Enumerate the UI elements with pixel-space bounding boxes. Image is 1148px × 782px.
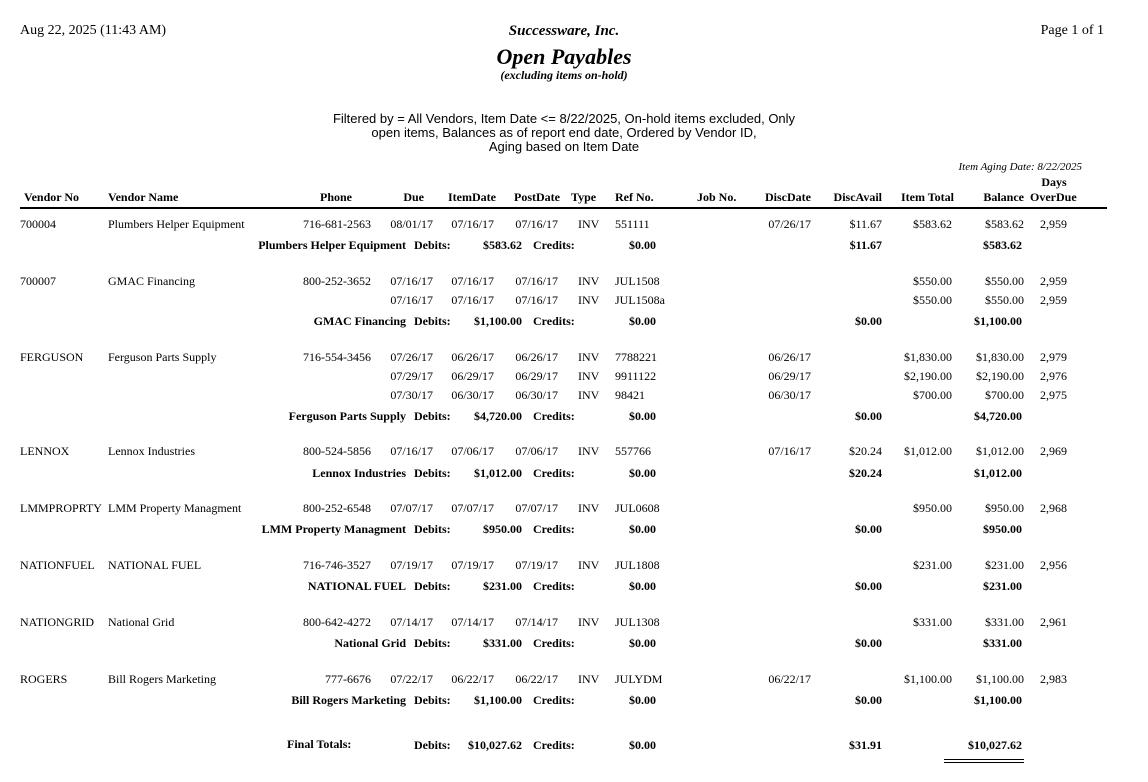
- disc-avail-cell: $11.67: [849, 217, 882, 231]
- due-cell: 07/22/17: [390, 672, 433, 686]
- final-credits-value: $0.00: [629, 738, 656, 752]
- double-underline-bottom: [944, 762, 1024, 763]
- subtotal-credits-value: $0.00: [629, 466, 656, 480]
- page-number: Page 1 of 1: [1040, 23, 1104, 38]
- disc-avail-cell: $20.24: [849, 444, 882, 458]
- subtotal-credits-value: $0.00: [629, 522, 656, 536]
- subtotal-disc-avail-value: $0.00: [855, 409, 882, 423]
- disc-date-cell: 07/26/17: [768, 217, 811, 231]
- col-disc-date: DiscDate: [765, 190, 811, 204]
- ref-no-cell: JUL0608: [615, 501, 660, 515]
- days-overdue-cell: 2,959: [1040, 217, 1067, 231]
- balance-cell: $950.00: [985, 501, 1024, 515]
- subtotal-disc-avail-value: $0.00: [855, 522, 882, 536]
- subtotal-balance-value: $1,012.00: [974, 466, 1022, 480]
- days-overdue-cell: 2,961: [1040, 615, 1067, 629]
- balance-cell: $700.00: [985, 388, 1024, 402]
- col-item-total: Item Total: [900, 190, 954, 204]
- subtotal-vendor-name: National Grid: [334, 636, 406, 650]
- col-days-bottom: OverDue: [1030, 190, 1077, 204]
- subtotal-debits-label: Debits:: [414, 409, 451, 423]
- col-balance: Balance: [983, 190, 1024, 204]
- days-overdue-cell: 2,976: [1040, 369, 1067, 383]
- disc-date-cell: 06/22/17: [768, 672, 811, 686]
- due-cell: 07/16/17: [390, 444, 433, 458]
- col-due: Due: [403, 190, 424, 204]
- balance-cell: $331.00: [985, 615, 1024, 629]
- post-date-cell: 06/30/17: [515, 388, 558, 402]
- days-overdue-cell: 2,959: [1040, 293, 1067, 307]
- type-cell: INV: [578, 350, 600, 364]
- item-date-cell: 06/29/17: [451, 369, 494, 383]
- vendor-name-cell: LMM Property Managment: [108, 501, 242, 515]
- balance-cell: $1,100.00: [976, 672, 1024, 686]
- item-date-cell: 07/07/17: [451, 501, 494, 515]
- vendor-name-cell: Bill Rogers Marketing: [108, 672, 216, 686]
- post-date-cell: 07/14/17: [515, 615, 558, 629]
- col-ref-no: Ref No.: [615, 190, 654, 204]
- subtotal-debits-value: $950.00: [483, 522, 522, 536]
- vendor-no-cell: LMMPROPRTY: [20, 501, 102, 515]
- post-date-cell: 07/07/17: [515, 501, 558, 515]
- ref-no-cell: 551111: [615, 217, 650, 231]
- phone-cell: 716-746-3527: [303, 558, 371, 572]
- item-date-cell: 06/22/17: [451, 672, 494, 686]
- phone-cell: 777-6676: [325, 672, 371, 686]
- subtotal-debits-label: Debits:: [414, 314, 451, 328]
- days-overdue-cell: 2,979: [1040, 350, 1067, 364]
- disc-date-cell: 06/30/17: [768, 388, 811, 402]
- days-overdue-cell: 2,983: [1040, 672, 1067, 686]
- subtotal-credits-value: $0.00: [629, 693, 656, 707]
- subtotal-credits-value: $0.00: [629, 409, 656, 423]
- subtotal-credits-value: $0.00: [629, 314, 656, 328]
- balance-cell: $550.00: [985, 293, 1024, 307]
- final-disc-avail-value: $31.91: [849, 738, 882, 752]
- item-total-cell: $550.00: [913, 274, 952, 288]
- vendor-no-cell: FERGUSON: [20, 350, 84, 364]
- post-date-cell: 06/29/17: [515, 369, 558, 383]
- vendor-name-cell: Lennox Industries: [108, 444, 195, 458]
- subtotal-credits-label: Credits:: [533, 579, 575, 593]
- subtotal-disc-avail-value: $0.00: [855, 636, 882, 650]
- item-total-cell: $1,012.00: [904, 444, 952, 458]
- subtotal-vendor-name: Plumbers Helper Equipment: [258, 238, 406, 252]
- filter-line-2: open items, Balances as of report end date, Ordered by Vendor ID,: [371, 125, 757, 140]
- subtotal-debits-label: Debits:: [414, 579, 451, 593]
- header-rule: [20, 207, 1107, 209]
- subtotal-credits-value: $0.00: [629, 238, 656, 252]
- subtotal-disc-avail-value: $0.00: [855, 693, 882, 707]
- subtotal-balance-value: $231.00: [983, 579, 1022, 593]
- subtotal-credits-label: Credits:: [533, 466, 575, 480]
- disc-date-cell: 07/16/17: [768, 444, 811, 458]
- ref-no-cell: 98421: [615, 388, 645, 402]
- double-underline-top: [944, 759, 1024, 760]
- subtotal-vendor-name: LMM Property Managment: [261, 522, 406, 536]
- ref-no-cell: 9911122: [615, 369, 657, 383]
- phone-cell: 800-252-3652: [303, 274, 371, 288]
- days-overdue-cell: 2,969: [1040, 444, 1067, 458]
- type-cell: INV: [578, 444, 600, 458]
- subtotal-debits-value: $583.62: [483, 238, 522, 252]
- vendor-no-cell: LENNOX: [20, 444, 70, 458]
- item-date-cell: 07/14/17: [451, 615, 494, 629]
- days-overdue-cell: 2,956: [1040, 558, 1067, 572]
- balance-cell: $550.00: [985, 274, 1024, 288]
- subtotal-debits-value: $231.00: [483, 579, 522, 593]
- due-cell: 07/16/17: [390, 274, 433, 288]
- vendor-name-cell: Plumbers Helper Equipment: [108, 217, 245, 231]
- balance-cell: $583.62: [985, 217, 1024, 231]
- subtotal-balance-value: $950.00: [983, 522, 1022, 536]
- item-total-cell: $1,100.00: [904, 672, 952, 686]
- ref-no-cell: JUL1808: [615, 558, 660, 572]
- vendor-no-cell: 700007: [20, 274, 56, 288]
- due-cell: 07/29/17: [390, 369, 433, 383]
- item-total-cell: $1,830.00: [904, 350, 952, 364]
- subtotal-disc-avail-value: $0.00: [855, 314, 882, 328]
- post-date-cell: 07/16/17: [515, 293, 558, 307]
- post-date-cell: 06/26/17: [515, 350, 558, 364]
- col-item-date: ItemDate: [448, 190, 496, 204]
- company-name: Successware, Inc.: [508, 23, 620, 39]
- col-disc-avail: DiscAvail: [833, 190, 882, 204]
- balance-cell: $2,190.00: [976, 369, 1024, 383]
- ref-no-cell: 557766: [615, 444, 651, 458]
- final-balance-value: $10,027.62: [968, 738, 1022, 752]
- report-run-date: Aug 22, 2025 (11:43 AM): [20, 23, 167, 38]
- due-cell: 07/16/17: [390, 293, 433, 307]
- days-overdue-cell: 2,968: [1040, 501, 1067, 515]
- col-post-date: PostDate: [514, 190, 560, 204]
- phone-cell: 800-252-6548: [303, 501, 371, 515]
- phone-cell: 716-554-3456: [303, 350, 371, 364]
- subtotal-credits-label: Credits:: [533, 522, 575, 536]
- disc-date-cell: 06/29/17: [768, 369, 811, 383]
- col-job-no: Job No.: [697, 190, 737, 204]
- subtotal-debits-label: Debits:: [414, 636, 451, 650]
- vendor-name-cell: Ferguson Parts Supply: [108, 350, 217, 364]
- disc-date-cell: 06/26/17: [768, 350, 811, 364]
- item-date-cell: 06/26/17: [451, 350, 494, 364]
- type-cell: INV: [578, 217, 600, 231]
- subtotal-vendor-name: NATIONAL FUEL: [307, 579, 406, 593]
- days-overdue-cell: 2,959: [1040, 274, 1067, 288]
- subtotal-balance-value: $4,720.00: [974, 409, 1022, 423]
- item-total-cell: $2,190.00: [904, 369, 952, 383]
- subtotal-vendor-name: Lennox Industries: [312, 466, 406, 480]
- subtotal-credits-value: $0.00: [629, 579, 656, 593]
- aging-date: Item Aging Date: 8/22/2025: [958, 161, 1082, 173]
- subtotal-balance-value: $1,100.00: [974, 314, 1022, 328]
- due-cell: 07/26/17: [390, 350, 433, 364]
- post-date-cell: 06/22/17: [515, 672, 558, 686]
- vendor-name-cell: GMAC Financing: [108, 274, 195, 288]
- subtotal-debits-label: Debits:: [414, 693, 451, 707]
- report-title: Open Payables: [496, 44, 632, 69]
- phone-cell: 800-524-5856: [303, 444, 371, 458]
- col-phone: Phone: [319, 190, 352, 204]
- vendor-name-cell: National Grid: [108, 615, 175, 629]
- col-vendor-name: Vendor Name: [108, 190, 179, 204]
- subtotal-debits-value: $4,720.00: [474, 409, 522, 423]
- phone-cell: 800-642-4272: [303, 615, 371, 629]
- subtotal-debits-label: Debits:: [414, 466, 451, 480]
- item-total-cell: $950.00: [913, 501, 952, 515]
- vendor-no-cell: 700004: [20, 217, 56, 231]
- type-cell: INV: [578, 293, 600, 307]
- balance-cell: $231.00: [985, 558, 1024, 572]
- subtotal-balance-value: $583.62: [983, 238, 1022, 252]
- subtotal-debits-value: $1,100.00: [474, 314, 522, 328]
- type-cell: INV: [578, 388, 600, 402]
- ref-no-cell: JUL1308: [615, 615, 660, 629]
- post-date-cell: 07/19/17: [515, 558, 558, 572]
- final-totals-label: Final Totals:: [287, 737, 352, 751]
- subtotal-debits-value: $1,012.00: [474, 466, 522, 480]
- item-date-cell: 07/16/17: [451, 293, 494, 307]
- ref-no-cell: 7788221: [615, 350, 657, 364]
- item-date-cell: 07/16/17: [451, 274, 494, 288]
- col-days-top: Days: [1041, 175, 1067, 189]
- subtotal-vendor-name: GMAC Financing: [313, 314, 406, 328]
- subtotal-credits-label: Credits:: [533, 693, 575, 707]
- final-credits-label: Credits:: [533, 738, 575, 752]
- item-date-cell: 07/06/17: [451, 444, 494, 458]
- subtotal-debits-value: $331.00: [483, 636, 522, 650]
- subtotal-disc-avail-value: $20.24: [849, 466, 882, 480]
- subtotal-credits-label: Credits:: [533, 314, 575, 328]
- balance-cell: $1,830.00: [976, 350, 1024, 364]
- item-total-cell: $583.62: [913, 217, 952, 231]
- subtotal-disc-avail-value: $0.00: [855, 579, 882, 593]
- subtotal-balance-value: $331.00: [983, 636, 1022, 650]
- subtotal-credits-label: Credits:: [533, 409, 575, 423]
- subtotal-vendor-name: Ferguson Parts Supply: [288, 409, 406, 423]
- due-cell: 08/01/17: [390, 217, 433, 231]
- subtotal-disc-avail-value: $11.67: [849, 238, 882, 252]
- item-date-cell: 07/19/17: [451, 558, 494, 572]
- subtotal-debits-label: Debits:: [414, 238, 451, 252]
- filter-line-3: Aging based on Item Date: [488, 139, 640, 154]
- subtotal-credits-label: Credits:: [533, 636, 575, 650]
- ref-no-cell: JUL1508a: [615, 293, 665, 307]
- vendor-no-cell: NATIONFUEL: [20, 558, 95, 572]
- type-cell: INV: [578, 558, 600, 572]
- due-cell: 07/19/17: [390, 558, 433, 572]
- item-total-cell: $700.00: [913, 388, 952, 402]
- due-cell: 07/07/17: [390, 501, 433, 515]
- col-type: Type: [571, 190, 597, 204]
- subtotal-credits-label: Credits:: [533, 238, 575, 252]
- post-date-cell: 07/16/17: [515, 274, 558, 288]
- vendor-no-cell: ROGERS: [20, 672, 68, 686]
- subtotal-credits-value: $0.00: [629, 636, 656, 650]
- due-cell: 07/30/17: [390, 388, 433, 402]
- final-debits-label: Debits:: [414, 738, 451, 752]
- balance-cell: $1,012.00: [976, 444, 1024, 458]
- due-cell: 07/14/17: [390, 615, 433, 629]
- col-vendor-no: Vendor No: [24, 190, 80, 204]
- type-cell: INV: [578, 672, 600, 686]
- post-date-cell: 07/06/17: [515, 444, 558, 458]
- final-debits-value: $10,027.62: [468, 738, 522, 752]
- item-total-cell: $331.00: [913, 615, 952, 629]
- item-date-cell: 07/16/17: [451, 217, 494, 231]
- ref-no-cell: JUL1508: [615, 274, 660, 288]
- days-overdue-cell: 2,975: [1040, 388, 1067, 402]
- post-date-cell: 07/16/17: [515, 217, 558, 231]
- report-subtitle: (excluding items on-hold): [500, 68, 628, 82]
- vendor-no-cell: NATIONGRID: [20, 615, 94, 629]
- subtotal-debits-value: $1,100.00: [474, 693, 522, 707]
- subtotal-vendor-name: Bill Rogers Marketing: [291, 693, 406, 707]
- ref-no-cell: JULYDM: [615, 672, 663, 686]
- type-cell: INV: [578, 274, 600, 288]
- vendor-name-cell: NATIONAL FUEL: [108, 558, 202, 572]
- item-total-cell: $231.00: [913, 558, 952, 572]
- filter-line-1: Filtered by = All Vendors, Item Date <= 8/22/2025, On-hold items excluded, Only: [332, 111, 796, 126]
- item-total-cell: $550.00: [913, 293, 952, 307]
- phone-cell: 716-681-2563: [303, 217, 371, 231]
- subtotal-debits-label: Debits:: [414, 522, 451, 536]
- type-cell: INV: [578, 501, 600, 515]
- type-cell: INV: [578, 615, 600, 629]
- subtotal-balance-value: $1,100.00: [974, 693, 1022, 707]
- type-cell: INV: [578, 369, 600, 383]
- item-date-cell: 06/30/17: [451, 388, 494, 402]
